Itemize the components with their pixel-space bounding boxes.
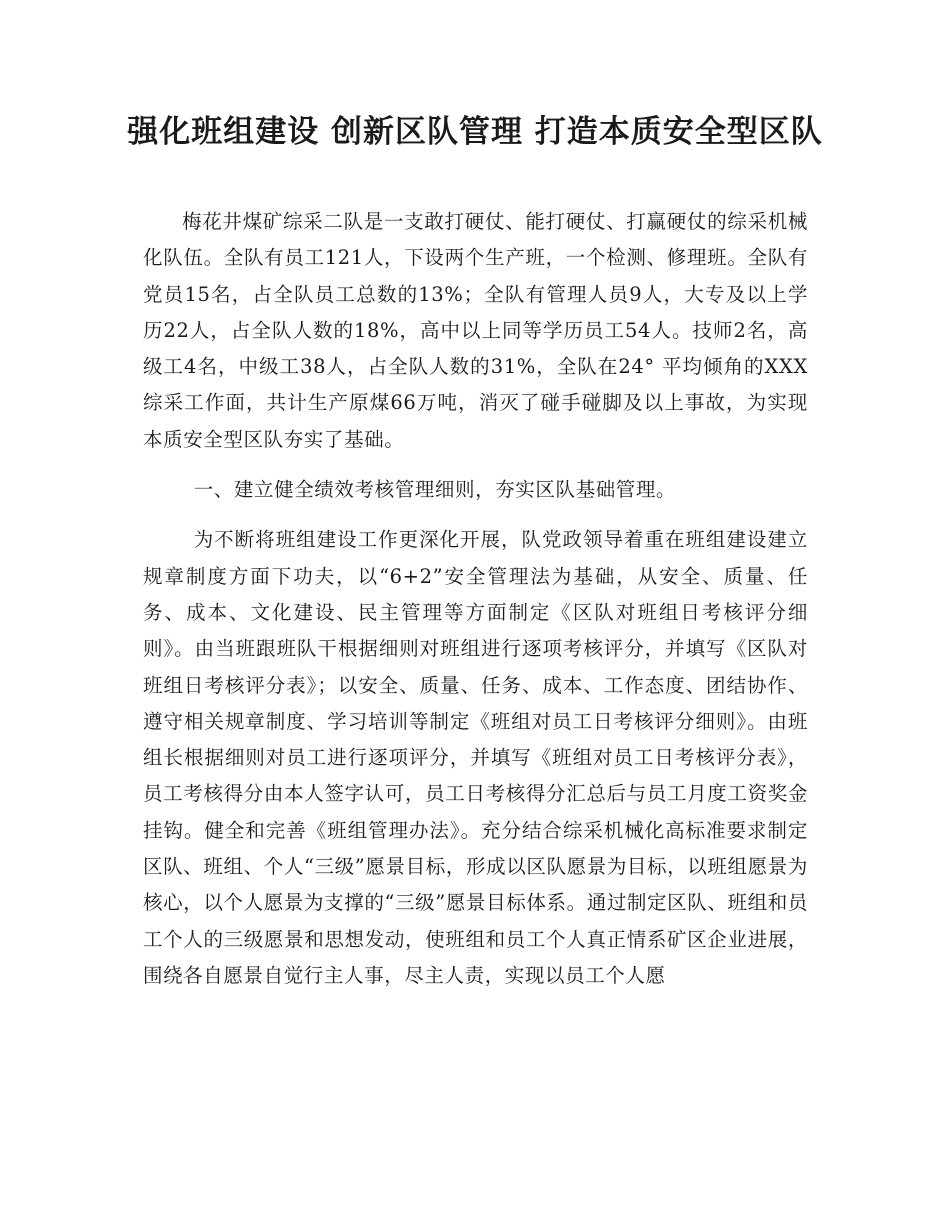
document-title: 强化班组建设 创新区队管理 打造本质安全型区队 xyxy=(127,114,823,150)
section-heading: 一、建立健全绩效考核管理细则，夯实区队基础管理。 xyxy=(193,478,677,502)
section-paragraph: 为不断将班组建设工作更深化开展，队党政领导着重在班组建设建立规章制度方面下功夫，以“6+2”安全管理法为基础，从安全、质量、任务、成本、文化建设、民主管理等方面制定《区队对班组日考核评分细则》。由当班跟班队干根据细则对班组进行逐项考核评分，并填写《区队对班组日考核评分表》；以安全、质量、任务、成本、工作态度、团结协作、遵守相关规章制度、学习培训等制定《班组对员工日考核评分细则》。由班组长根据细则对员工进行逐项评分，并填写《班组对员工日考核评分表》，员工考核得分由本人签字认可，员工日考核得分汇总后与员工月度工资奖金挂钩。健全和完善《班组管理办法》。充分结合综采机械化高标准要求制定区队、班组、个人“三级”愿景目标，形成以区队愿景为目标，以班组愿景为核心，以个人愿景为支撑的“三级”愿景目标体系。通过制定区队、班组和员工个人的三级愿景和思想发动，使班组和员工个人真正情系矿区企业进展，围绕各自愿景自觉行主人事，尽主人责，实现以员工个人愿 xyxy=(143,528,808,987)
document-body xyxy=(143,204,808,994)
intro-paragraph: 梅花井煤矿综采二队是一支敢打硬仗、能打硬仗、打赢硬仗的综采机械化队伍。全队有员工121人，下设两个生产班，一个检测、修理班。全队有党员15名，占全队员工总数的13%；全队有管理人员9人，大专及以上学历22人，占全队人数的18%，高中以上同等学历员工54人。技师2名，高级工4名，中级工38人，占全队人数的31%，全队在24° 平均倾角的XXX综采工作面，共计生产原煤66万吨，消灭了碰手碰脚及以上事故，为实现本质安全型区队夯实了基础。 xyxy=(143,210,808,451)
